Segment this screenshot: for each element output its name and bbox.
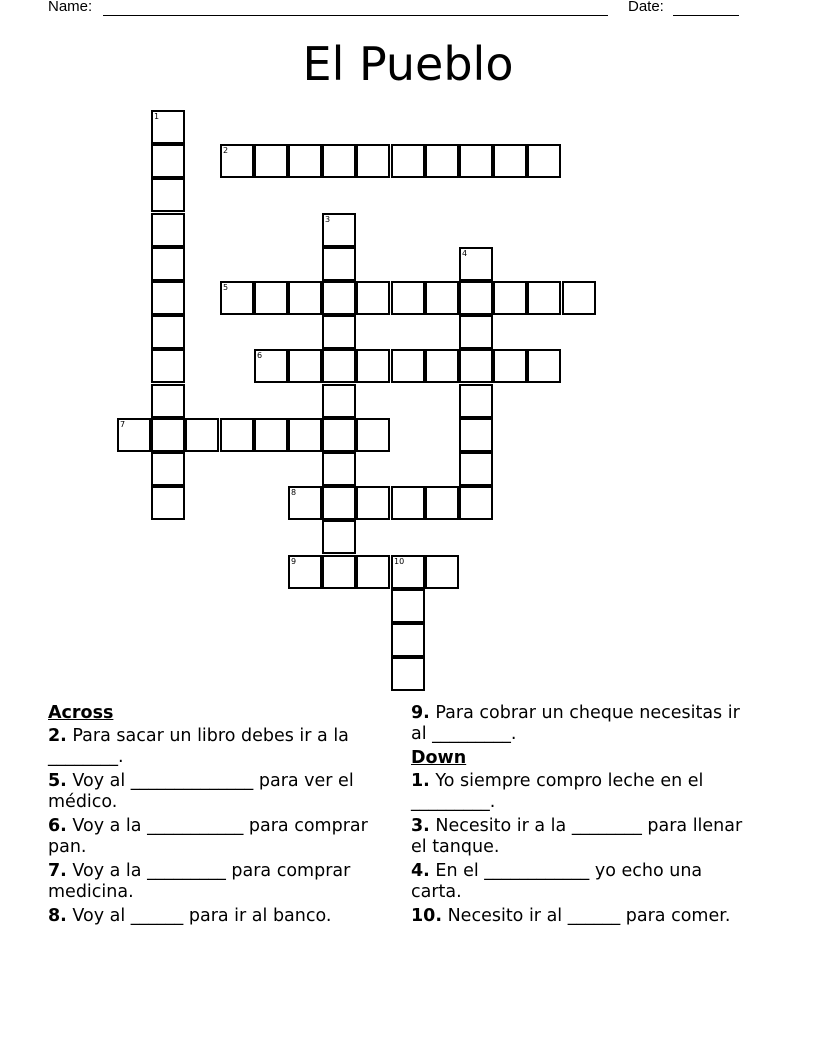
grid-cell[interactable]	[459, 486, 493, 520]
grid-cell[interactable]	[151, 418, 185, 452]
grid-cell[interactable]	[527, 281, 561, 315]
grid-cell[interactable]	[459, 452, 493, 486]
clue-number: 5	[223, 283, 229, 292]
clue-down-1: 1. Yo siempre compro leche en el _________.	[411, 771, 704, 812]
grid-cell[interactable]	[220, 281, 254, 315]
grid-cell[interactable]	[151, 144, 185, 178]
grid-cell[interactable]	[391, 657, 425, 691]
clue-across-7: 7. Voy a la _________ para comprar medicina.	[48, 861, 351, 902]
grid-cell[interactable]	[288, 349, 322, 383]
grid-cell[interactable]	[220, 418, 254, 452]
grid-cell[interactable]	[254, 281, 288, 315]
clue-number: 10	[394, 557, 405, 566]
grid-cell[interactable]	[288, 555, 322, 589]
grid-cell[interactable]	[425, 349, 459, 383]
grid-cell[interactable]	[391, 349, 425, 383]
grid-cell[interactable]	[151, 281, 185, 315]
grid-cell[interactable]	[459, 144, 493, 178]
grid-cell[interactable]	[151, 452, 185, 486]
grid-cell[interactable]	[356, 144, 390, 178]
clue-number: 1	[154, 112, 160, 121]
grid-cell[interactable]	[288, 281, 322, 315]
grid-cell[interactable]	[151, 384, 185, 418]
grid-cell[interactable]	[151, 247, 185, 281]
clue-across-2: 2. Para sacar un libro debes ir a la ________.	[48, 726, 349, 767]
grid-cell[interactable]	[322, 144, 356, 178]
grid-cell[interactable]	[151, 213, 185, 247]
grid-cell[interactable]	[288, 486, 322, 520]
grid-cell[interactable]	[391, 281, 425, 315]
grid-cell[interactable]	[356, 349, 390, 383]
name-label: Name:	[48, 0, 93, 15]
grid-cell[interactable]	[254, 349, 288, 383]
grid-cell[interactable]	[288, 144, 322, 178]
grid-cell[interactable]	[322, 213, 356, 247]
grid-cell[interactable]	[527, 144, 561, 178]
grid-cell[interactable]	[322, 452, 356, 486]
grid-cell[interactable]	[493, 144, 527, 178]
clue-number: 9	[291, 557, 297, 566]
grid-cell[interactable]	[459, 349, 493, 383]
clue-across-9: 9. Para cobrar un cheque necesitas ir al _________.	[411, 703, 740, 744]
grid-cell[interactable]	[356, 555, 390, 589]
grid-cell[interactable]	[527, 349, 561, 383]
clue-number: 4	[462, 249, 468, 258]
clue-across-6: 6. Voy a la ___________ para comprar pan.	[48, 816, 368, 857]
grid-cell[interactable]	[391, 144, 425, 178]
grid-cell[interactable]	[322, 418, 356, 452]
date-label: Date:	[628, 0, 664, 15]
grid-cell[interactable]	[322, 520, 356, 554]
grid-cell[interactable]	[459, 315, 493, 349]
grid-cell[interactable]	[459, 281, 493, 315]
grid-cell[interactable]	[151, 110, 185, 144]
clue-down-3: 3. Necesito ir a la ________ para llenar el tanque.	[411, 816, 743, 857]
grid-cell[interactable]	[425, 555, 459, 589]
grid-cell[interactable]	[322, 247, 356, 281]
grid-cell[interactable]	[220, 144, 254, 178]
grid-cell[interactable]	[425, 281, 459, 315]
grid-cell[interactable]	[322, 349, 356, 383]
grid-cell[interactable]	[151, 486, 185, 520]
grid-cell[interactable]	[117, 418, 151, 452]
clue-number: 6	[257, 351, 263, 360]
across-heading: Across	[48, 703, 114, 723]
grid-cell[interactable]	[322, 281, 356, 315]
clues-column-right	[411, 703, 751, 930]
grid-cell[interactable]	[185, 418, 219, 452]
grid-cell[interactable]	[322, 555, 356, 589]
grid-cell[interactable]	[322, 486, 356, 520]
grid-cell[interactable]	[356, 486, 390, 520]
grid-cell[interactable]	[254, 144, 288, 178]
clue-number: 7	[120, 420, 126, 429]
grid-cell[interactable]	[425, 144, 459, 178]
clue-number: 8	[291, 488, 297, 497]
clue-number: 2	[223, 146, 229, 155]
grid-cell[interactable]	[254, 418, 288, 452]
grid-cell[interactable]	[391, 555, 425, 589]
grid-cell[interactable]	[356, 418, 390, 452]
grid-cell[interactable]	[391, 623, 425, 657]
grid-cell[interactable]	[459, 384, 493, 418]
clue-down-4: 4. En el ____________ yo echo una carta.	[411, 861, 703, 902]
clue-across-5: 5. Voy al ______________ para ver el médico.	[48, 771, 354, 812]
grid-cell[interactable]	[151, 315, 185, 349]
clue-across-8: 8. Voy al ______ para ir al banco.	[48, 906, 332, 926]
clues-column-left	[48, 703, 388, 930]
grid-cell[interactable]	[425, 486, 459, 520]
page-title: El Pueblo	[302, 37, 514, 91]
grid-cell[interactable]	[356, 281, 390, 315]
grid-cell[interactable]	[151, 349, 185, 383]
clue-down-10: 10. Necesito ir al ______ para comer.	[411, 906, 731, 926]
grid-cell[interactable]	[459, 247, 493, 281]
grid-cell[interactable]	[322, 315, 356, 349]
grid-cell[interactable]	[391, 486, 425, 520]
grid-cell[interactable]	[459, 418, 493, 452]
grid-cell[interactable]	[151, 178, 185, 212]
grid-cell[interactable]	[391, 589, 425, 623]
clue-number: 3	[325, 215, 331, 224]
grid-cell[interactable]	[493, 281, 527, 315]
down-heading: Down	[411, 748, 467, 768]
grid-cell[interactable]	[288, 418, 322, 452]
grid-cell[interactable]	[562, 281, 596, 315]
grid-cell[interactable]	[493, 349, 527, 383]
grid-cell[interactable]	[322, 384, 356, 418]
